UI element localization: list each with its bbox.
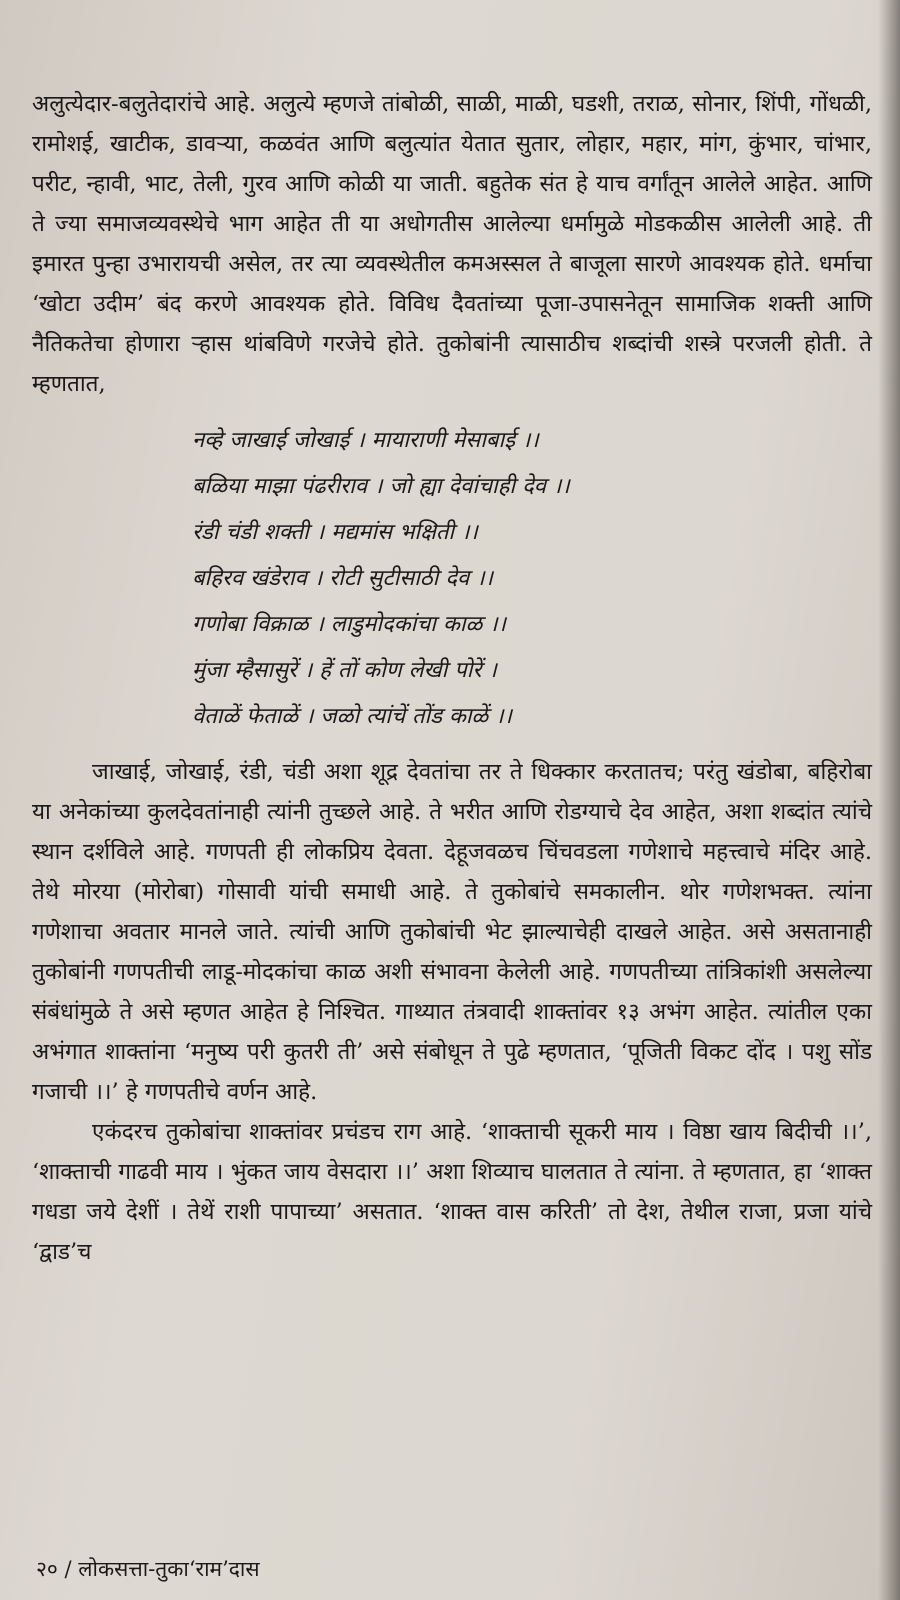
paragraph: एकंदरच तुकोबांचा शाक्तांवर प्रचंडच राग आहे. ‘शाक्ताची सूकरी माय । विष्ठा खाय बिदीची ।।’, ‘शाक्ताची गाढवी माय । भुंकत जाय वेसदारा ।।’ अशा शिव्याच घालतात ते त्यांना. ते म्हणतात, हा ‘शाक्त गधडा जये देशीं । तेथें राशी पापाच्या’ असतात. ‘शाक्त वास करिती’ तो देश, तेथील राजा, प्रजा यांचे ‘द्वाड’च — [32, 1119, 872, 1265]
verse-line: वेताळें फेताळें । जळो त्यांचें तोंड काळें ।। — [192, 704, 512, 729]
verse-line: बहिरव खंडेराव । रोटी सुटीसाठी देव ।। — [192, 566, 493, 591]
verse-line: रंडी चंडी शक्ती । मद्यमांस भक्षिती ।। — [192, 520, 478, 545]
page-body — [32, 84, 872, 1272]
verse-line: गणोबा विक्राळ । लाडुमोदकांचा काळ ।। — [192, 612, 506, 637]
page-edge-shadow — [878, 0, 900, 1600]
verse-line: नव्हे जाखाई जोखाई । मायाराणी मेसाबाई ।। — [192, 428, 539, 453]
abhang-verse — [192, 418, 872, 740]
paragraph: अलुत्येदार-बलुतेदारांचे आहे. अलुत्ये म्हणजे तांबोळी, साळी, माळी, घडशी, तराळ, सोनार, शिंपी, गोंधळी, रामोशई, खाटीक, डावऱ्या, कळवंत आणि बलुत्यांत येतात सुतार, लोहार, महार, मांग, कुंभार, चांभार, परीट, न्हावी, भाट, तेली, गुरव आणि कोळी या जाती. बहुतेक संत हे याच वर्गांतून आलेले आहेत. आणि ते ज्या समाजव्यवस्थेचे भाग आहेत ती या अधोगतीस आलेल्या धर्मामुळे मोडकळीस आलेली आहे. ती इमारत पुन्हा उभारायची असेल, तर त्या व्यवस्थेतील कमअस्सल ते बाजूला सारणे आवश्यक होते. धर्माचा ‘खोटा उदीम’ बंद करणे आवश्यक होते. विविध दैवतांच्या पूजा-उपासनेतून सामाजिक शक्ती आणि नैतिकतेचा होणारा ऱ्हास थांबविणे गरजेचे होते. तुकोबांनी त्यासाठीच शब्दांची शस्त्रे परजली होती. ते म्हणतात, — [32, 91, 872, 397]
verse-line: बळिया माझा पंढरीराव । जो ह्या देवांचाही देव ।। — [192, 474, 570, 499]
verse-line: मुंजा म्हैसासुरें । हें तों कोण लेखी पोरें । — [192, 658, 497, 683]
paragraph: जाखाई, जोखाई, रंडी, चंडी अशा शूद्र देवतांचा तर ते धिक्कार करतातच; परंतु खंडोबा, बहिरोबा या अनेकांच्या कुलदेवतांनाही त्यांनी तुच्छले आहे. ते भरीत आणि रोडग्याचे देव आहेत, अशा शब्दांत त्यांचे स्थान दर्शविले आहे. गणपती ही लोकप्रिय देवता. देहूजवळच चिंचवडला गणेशाचे महत्त्वाचे मंदिर आहे. तेथे मोरया (मोरोबा) गोसावी यांची समाधी आहे. ते तुकोबांचे समकालीन. थोर गणेशभक्त. त्यांना गणेशाचा अवतार मानले जाते. त्यांची आणि तुकोबांची भेट झाल्याचेही दाखले आहेत. असे असतानाही तुकोबांनी गणपतीची लाडू-मोदकांचा काळ अशी संभावना केलेली आहे. गणपतीच्या तांत्रिकांशी असलेल्या संबंधांमुळे ते असे म्हणत आहेत हे निश्चित. गाथ्यात तंत्रवादी शाक्तांवर १३ अभंग आहेत. त्यांतील एका अभंगात शाक्तांना ‘मनुष्य परी कुतरी ती’ असे संबोधून ते पुढे म्हणतात, ‘पूजिती विकट दोंद । पशु सोंड गजाची ।।’ हे गणपतीचे वर्णन आहे. — [32, 759, 872, 1105]
page-footer: २० / लोकसत्ता-तुका‘राम’दास — [36, 1557, 260, 1581]
